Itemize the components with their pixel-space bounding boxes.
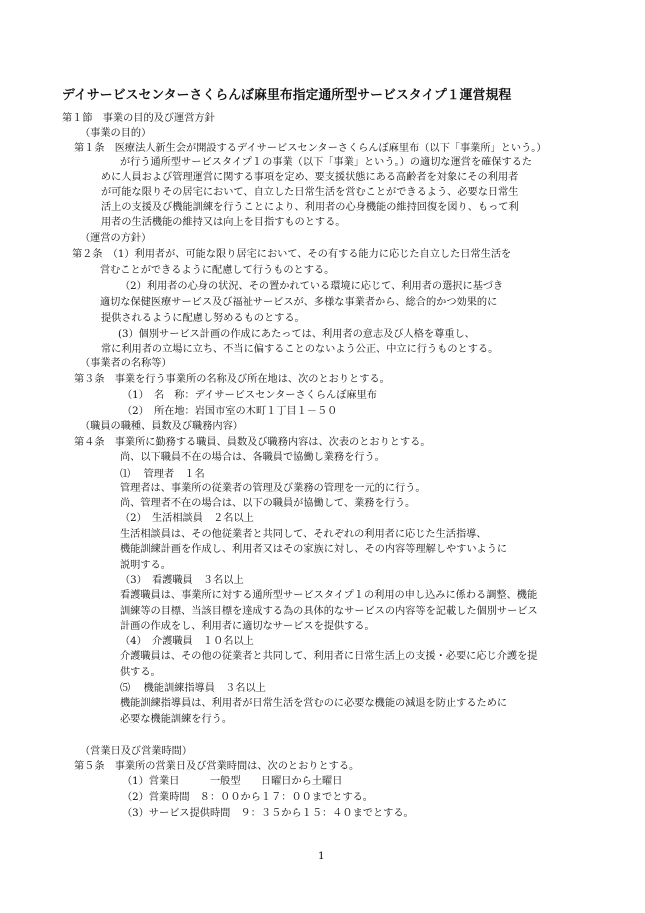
text-line: 生活相談員は、その他従業者と共同して、それぞれの利用者に応じた生活指導、 xyxy=(120,529,487,540)
text-line: (3）個別サービス計画の作成にあたっては、利用者の意志及び人格を尊重し、 xyxy=(118,329,475,340)
text-line: （2）利用者の心身の状況、その置かれている環境に応じて、利用者の選択に基づき xyxy=(120,281,504,292)
text-line: 尚、以下職員不在の場合は、各職員で協働し業務を行う。 xyxy=(120,452,385,463)
text-line: 機能訓練計画を作成し、利用者又はその家族に対し、その内容等理解しやすいように xyxy=(120,544,508,555)
text-line: 第１節 事業の目的及び運営方針 xyxy=(62,113,215,124)
text-line: 適切な保健医療サービス及び福祉サービスが、多様な事業者から、総合的かつ効果的に xyxy=(100,297,498,308)
text-line: 管理者は、事業所の従業者の管理及び業務の管理を一元的に行う。 xyxy=(120,483,426,494)
text-line: （1）営業日 一般型 日曜日から土曜日 xyxy=(122,776,343,787)
text-line: ⑸ 機能訓練指導員 ３名以上 xyxy=(120,683,266,694)
text-line: 第３条 事業を行う事業所の名称及び所在地は、次のとおりとする。 xyxy=(74,374,390,385)
text-line: （2） 生活相談員 ２名以上 xyxy=(120,513,254,524)
text-line: （3） 看護職員 ３名以上 xyxy=(120,575,244,586)
text-line: 活上の支援及び機能訓練を行うことにより、利用者の心身機能の維持回復を図り、もって利 xyxy=(101,202,519,213)
text-line: 訓練等の目標、当該目標を達成する為の具体的なサービスの内容等を記載した個別サービス xyxy=(120,606,538,617)
text-line: 提供されるように配慮し努めるものとする。 xyxy=(101,313,305,324)
text-line: 介護職員は、その他の従業者と共同して、利用者に日常生活上の支援・必要に応じ介護を提 xyxy=(120,651,538,662)
text-line: （職員の職種、員数及び職務内容） xyxy=(80,421,243,432)
text-line: ⑴ 管理者 １名 xyxy=(120,469,205,480)
text-line: （2） 所在地：岩国市室の木町１丁目１－５０ xyxy=(122,406,338,417)
text-line: 看護職員は、事業所に対する通所型サービスタイプ１の利用の申し込みに係わる調整、機能 xyxy=(120,590,538,601)
text-line: 供する。 xyxy=(120,667,161,678)
text-line: が可能な限りその居宅において、自立した日常生活を営むことができるよう、必要な日常生 xyxy=(101,187,519,198)
text-line: 機能訓練指導員は、利用者が日常生活を営むのに必要な機能の減退を防止するために xyxy=(120,698,508,709)
text-line: （2）営業時間 ８：００から１７：００までとする。 xyxy=(122,792,373,803)
text-line: （運営の方針） xyxy=(80,233,152,244)
document-title: デイサービスセンターさくらんぼ麻里布指定通所型サービスタイプ１運営規程 xyxy=(62,88,512,103)
text-line: 計画の作成をし、利用者に適切なサービスを提供する。 xyxy=(120,621,375,632)
text-line: （3）サービス提供時間 ９：３５から１５：４０までとする。 xyxy=(122,808,414,819)
text-line: 必要な機能訓練を行う。 xyxy=(120,714,233,725)
page-number: 1 xyxy=(318,850,325,862)
text-line: 第５条 事業所の営業日及び営業時間は、次のとおりとする。 xyxy=(74,761,360,772)
text-line: （事業者の名称等） xyxy=(80,358,172,369)
text-line: 第１条 医療法人新生会が開設するデイサービスセンターさくらんぼ麻里布（以下「事業所」という。） xyxy=(74,143,547,154)
text-line: 説明する。 xyxy=(120,560,171,571)
text-line: （事業の目的） xyxy=(80,128,152,139)
text-line: が行う通所型サービスタイプ１の事業（以下「事業」という。）の適切な運営を確保するた xyxy=(120,157,533,168)
text-line: 第４条 事業所に勤務する職員、員数及び職務内容は、次表のとおりとする。 xyxy=(74,437,431,448)
text-line: （営業日及び営業時間） xyxy=(80,746,193,757)
text-line: （4） 介護職員 １０名以上 xyxy=(120,636,254,647)
text-line: （1） 名 称：デイサービスセンターさくらんぼ麻里布 xyxy=(122,390,377,401)
text-line: 用者の生活機能の維持又は向上を目指すものとする。 xyxy=(101,217,346,228)
text-line: 第２条 （1）利用者が、可能な限り居宅において、その有する能力に応じた自立した日常生活を xyxy=(72,249,512,260)
text-line: 営むことができるように配慮して行うものとする。 xyxy=(100,265,335,276)
text-line: めに人員および管理運営に関する事項を定め、要支援状態にある高齢者を対象にその利用者 xyxy=(101,172,519,183)
text-line: 常に利用者の立場に立ち、不当に偏することのないよう公正、中立に行うものとする。 xyxy=(101,344,499,355)
text-line: 尚、管理者不在の場合は、以下の職員が協働して、業務を行う。 xyxy=(120,498,416,509)
